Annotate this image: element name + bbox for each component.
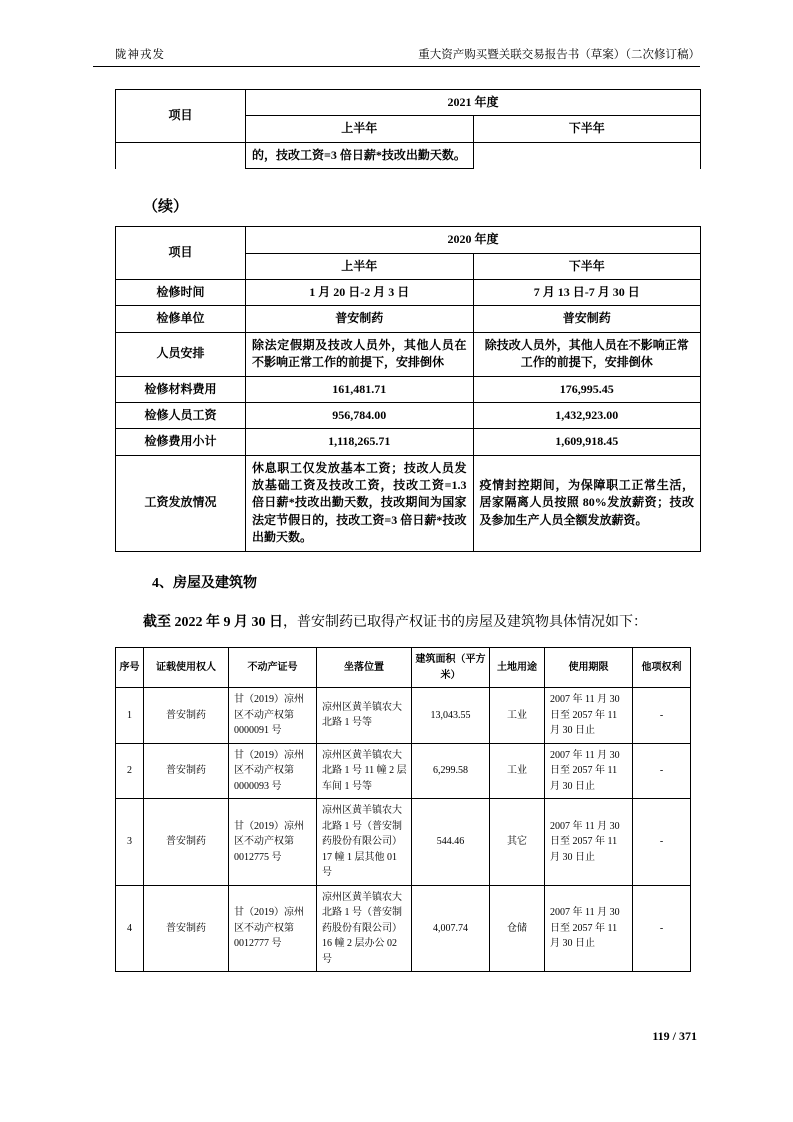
cell-second-half: 176,995.45 xyxy=(473,376,701,402)
cell-other-rights: - xyxy=(633,799,691,886)
cell-seq: 1 xyxy=(116,688,144,744)
row-label: 检修时间 xyxy=(116,279,246,305)
row-label: 检修单位 xyxy=(116,306,246,332)
table1-year-header: 2021 年度 xyxy=(246,90,701,116)
cell-second-half: 7 月 13 日-7 月 30 日 xyxy=(473,279,701,305)
cell-second-half: 除技改人员外，其他人员在不影响正常工作的前提下，安排倒休 xyxy=(473,332,701,376)
table-row xyxy=(116,306,701,332)
table2-item-header: 项目 xyxy=(116,227,246,280)
col-header-land-use: 土地用途 xyxy=(490,648,545,688)
paragraph-date-lead: 截至 2022 年 9 月 30 日 xyxy=(143,614,283,630)
cell-other-rights: - xyxy=(633,688,691,744)
cell-cert: 甘（2019）凉州区不动产权第 0012777 号 xyxy=(229,885,317,972)
cell-location: 凉州区黄羊镇农大北路 1 号（普安制药股份有限公司）17 幢 1 层其他 01 号 xyxy=(317,799,412,886)
cell-second-half: 疫情封控期间，为保障职工正常生活，居家隔离人员按照 80%发放薪资；技改及参加生产人员全额发放薪资。 xyxy=(473,455,701,551)
cell-seq: 4 xyxy=(116,885,144,972)
row-label: 检修材料费用 xyxy=(116,376,246,402)
cell-land-use: 其它 xyxy=(490,799,545,886)
table-row xyxy=(116,376,701,402)
table2-year-header: 2020 年度 xyxy=(246,227,701,253)
cell-period: 2007 年 11 月 30 日至 2057 年 11 月 30 日止 xyxy=(545,743,633,799)
cell-period: 2007 年 11 月 30 日至 2057 年 11 月 30 日止 xyxy=(545,885,633,972)
table1-second-half-header: 下半年 xyxy=(473,116,701,142)
cell-seq: 2 xyxy=(116,743,144,799)
col-header-owner: 证载使用权人 xyxy=(144,648,229,688)
cell-cert: 甘（2019）凉州区不动产权第 0012775 号 xyxy=(229,799,317,886)
cell-land-use: 仓储 xyxy=(490,885,545,972)
cell-second-half: 普安制药 xyxy=(473,306,701,332)
cell-land-use: 工业 xyxy=(490,743,545,799)
table2-second-half-header: 下半年 xyxy=(473,253,701,279)
table1-row-label xyxy=(116,142,246,168)
table1-carryover-text: 的，技改工资=3 倍日薪*技改出勤天数。 xyxy=(246,142,474,168)
table1-first-half-header: 上半年 xyxy=(246,116,474,142)
table-row xyxy=(116,743,691,799)
cell-first-half: 1,118,265.71 xyxy=(246,429,474,455)
col-header-location: 坐落位置 xyxy=(317,648,412,688)
cell-first-half: 除法定假期及技改人员外，其他人员在不影响正常工作的前提下，安排倒休 xyxy=(246,332,474,376)
cell-first-half: 普安制药 xyxy=(246,306,474,332)
table-row xyxy=(116,402,701,428)
property-table xyxy=(115,647,691,972)
cell-first-half: 956,784.00 xyxy=(246,402,474,428)
cell-second-half: 1,609,918.45 xyxy=(473,429,701,455)
table1-empty-cell xyxy=(473,142,701,168)
table-2020 xyxy=(115,226,701,551)
cell-period: 2007 年 11 月 30 日至 2057 年 11 月 30 日止 xyxy=(545,688,633,744)
cell-owner: 普安制药 xyxy=(144,743,229,799)
header-company: 陇神戎发 xyxy=(115,49,165,61)
table-row xyxy=(116,799,691,886)
row-label: 检修人员工资 xyxy=(116,402,246,428)
col-header-area: 建筑面积（平方米） xyxy=(412,648,490,688)
continued-label: （续） xyxy=(143,199,189,216)
intro-paragraph xyxy=(115,608,700,637)
property-table-header-row xyxy=(116,648,691,688)
cell-area: 13,043.55 xyxy=(412,688,490,744)
row-label: 检修费用小计 xyxy=(116,429,246,455)
col-header-period: 使用期限 xyxy=(545,648,633,688)
cell-cert: 甘（2019）凉州区不动产权第 0000093 号 xyxy=(229,743,317,799)
cell-first-half: 161,481.71 xyxy=(246,376,474,402)
cell-first-half: 1 月 20 日-2 月 3 日 xyxy=(246,279,474,305)
cell-area: 4,007.74 xyxy=(412,885,490,972)
row-label: 工资发放情况 xyxy=(116,455,246,551)
table-row xyxy=(116,688,691,744)
col-header-seq: 序号 xyxy=(116,648,144,688)
paragraph-rest: ，普安制药已取得产权证书的房屋及建筑物具体情况如下： xyxy=(283,614,647,630)
table-row xyxy=(116,332,701,376)
cell-owner: 普安制药 xyxy=(144,799,229,886)
cell-land-use: 工业 xyxy=(490,688,545,744)
table2-first-half-header: 上半年 xyxy=(246,253,474,279)
cell-owner: 普安制药 xyxy=(144,885,229,972)
table-row xyxy=(116,279,701,305)
row-label: 人员安排 xyxy=(116,332,246,376)
cell-owner: 普安制药 xyxy=(144,688,229,744)
header-title: 重大资产购买暨关联交易报告书（草案）（二次修订稿） xyxy=(418,49,700,61)
cell-first-half: 休息职工仅发放基本工资；技改人员发放基础工资及技改工资，技改工资=1.3 倍日薪*技改出勤天数，技改期间为国家法定节假日的，技改工资=3 倍日薪*技改出勤天数。 xyxy=(246,455,474,551)
cell-location: 凉州区黄羊镇农大北路 1 号等 xyxy=(317,688,412,744)
cell-cert: 甘（2019）凉州区不动产权第 0000091 号 xyxy=(229,688,317,744)
table-row xyxy=(116,429,701,455)
table-2021-continued xyxy=(115,89,701,169)
section-heading: 4、房屋及建筑物 xyxy=(152,575,257,591)
cell-other-rights: - xyxy=(633,885,691,972)
table1-item-header: 项目 xyxy=(116,90,246,143)
cell-location: 凉州区黄羊镇农大北路 1 号（普安制药股份有限公司）16 幢 2 层办公 02 号 xyxy=(317,885,412,972)
col-header-other-rights: 他项权利 xyxy=(633,648,691,688)
page-header xyxy=(93,46,700,67)
col-header-cert: 不动产证号 xyxy=(229,648,317,688)
page-number: 119 / 371 xyxy=(652,1029,697,1043)
table-row xyxy=(116,455,701,551)
cell-location: 凉州区黄羊镇农大北路 1 号 11 幢 2 层车间 1 号等 xyxy=(317,743,412,799)
table-row xyxy=(116,885,691,972)
cell-area: 6,299.58 xyxy=(412,743,490,799)
cell-second-half: 1,432,923.00 xyxy=(473,402,701,428)
cell-seq: 3 xyxy=(116,799,144,886)
cell-other-rights: - xyxy=(633,743,691,799)
cell-area: 544.46 xyxy=(412,799,490,886)
cell-period: 2007 年 11 月 30 日至 2057 年 11 月 30 日止 xyxy=(545,799,633,886)
